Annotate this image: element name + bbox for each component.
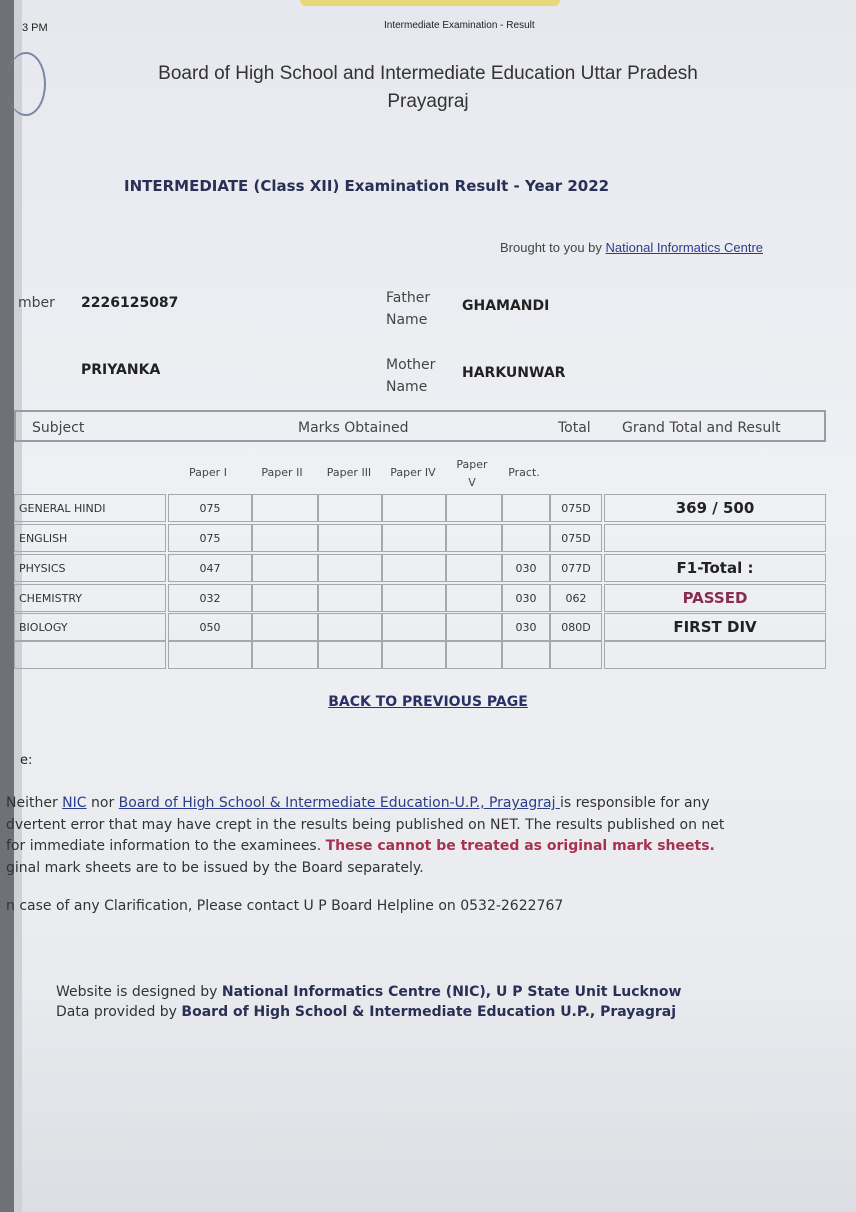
mother-label-1: Mother	[386, 357, 436, 373]
subheader-paper-3: Paper III	[326, 466, 372, 479]
cell-subject	[14, 641, 166, 669]
father-name-value: GHAMANDI	[462, 298, 550, 314]
cell-subject: ENGLISH	[14, 524, 166, 552]
cell-pract: 030	[502, 554, 550, 582]
table-row	[14, 494, 826, 522]
cell-total: 062	[550, 584, 602, 612]
marks-table-subheader	[0, 456, 856, 492]
disclaimer	[6, 793, 856, 879]
father-label-2: Name	[386, 312, 428, 328]
table-row	[14, 524, 826, 552]
note-label: e:	[20, 753, 33, 768]
cell-total	[550, 641, 602, 669]
cell-pract	[502, 524, 550, 552]
cell-pract: 030	[502, 613, 550, 641]
disc-text: is responsible for any	[559, 795, 710, 811]
print-page-title: Intermediate Examination - Result	[384, 20, 535, 31]
cell-p2	[252, 613, 318, 641]
cell-pract	[502, 641, 550, 669]
cell-subject: BIOLOGY	[14, 613, 166, 641]
table-row	[14, 584, 826, 612]
subheader-paper-1: Paper I	[189, 466, 227, 479]
cell-p4	[382, 494, 446, 522]
cell-result: F1-Total :	[604, 554, 826, 582]
disclaimer-line-2: dvertent error that may have crept in the results being published on NET. The results published on net	[6, 816, 725, 833]
disc-text: nor	[86, 795, 119, 811]
cell-p5	[446, 584, 502, 612]
cell-p2	[252, 641, 318, 669]
footer-line-2	[56, 1002, 681, 1022]
back-link-container	[0, 691, 856, 710]
disclaimer-line-3	[6, 836, 856, 858]
disc-text: for immediate information to the examinees.	[6, 838, 326, 854]
header-subject: Subject	[32, 420, 85, 436]
cell-p4	[382, 641, 446, 669]
cell-p4	[382, 554, 446, 582]
cell-p1	[168, 641, 252, 669]
footer-provider: Board of High School & Intermediate Education U.P., Prayagraj	[181, 1004, 677, 1020]
cell-subject: PHYSICS	[14, 554, 166, 582]
cell-p5	[446, 613, 502, 641]
header-marks-obtained: Marks Obtained	[298, 420, 409, 436]
subheader-paper-4: Paper IV	[390, 466, 436, 479]
cell-total: 075D	[550, 494, 602, 522]
cell-p1: 050	[168, 613, 252, 641]
cell-subject: GENERAL HINDI	[14, 494, 166, 522]
student-name-value: PRIYANKA	[81, 362, 161, 378]
print-time: 3 PM	[22, 22, 48, 34]
cell-p4	[382, 584, 446, 612]
back-to-previous-page-link[interactable]: BACK TO PREVIOUS PAGE	[328, 694, 528, 710]
nic-link[interactable]: National Informatics Centre	[605, 240, 764, 255]
roll-number-label: mber	[18, 295, 55, 311]
marks-table-header	[14, 410, 826, 442]
header-total: Total	[558, 420, 591, 436]
footer-text: Data provided by	[56, 1004, 182, 1020]
footer-line-1	[56, 982, 681, 1002]
mother-name-value: HARKUNWAR	[462, 365, 566, 381]
father-label-1: Father	[386, 290, 431, 306]
cell-p5	[446, 494, 502, 522]
disclaimer-line-1	[6, 793, 856, 815]
footer-designer: National Informatics Centre (NIC), U P State Unit Lucknow	[221, 984, 682, 1000]
cell-p1: 047	[168, 554, 252, 582]
cell-p3	[318, 641, 382, 669]
board-name-line1: Board of High School and Intermediate Education Uttar Pradesh	[158, 63, 698, 84]
board-name-line2: Prayagraj	[387, 91, 469, 112]
board-name	[0, 60, 856, 116]
board-disclaimer-link[interactable]: Board of High School & Intermediate Education-U.P., Prayagraj	[118, 795, 560, 811]
subheader-pract: Pract.	[508, 466, 540, 479]
cell-total: 080D	[550, 613, 602, 641]
cell-result: PASSED	[604, 584, 826, 612]
header-grand-total: Grand Total and Result	[622, 420, 781, 436]
helpline-text: n case of any Clarification, Please contact U P Board Helpline on 0532-2622767	[6, 898, 564, 914]
cell-p3	[318, 524, 382, 552]
mother-label-2: Name	[386, 379, 428, 395]
cell-p3	[318, 494, 382, 522]
cell-p1: 075	[168, 494, 252, 522]
cell-p5	[446, 554, 502, 582]
disclaimer-line-4: ginal mark sheets are to be issued by the Board separately.	[6, 859, 424, 876]
cell-p4	[382, 613, 446, 641]
father-name-label	[386, 287, 430, 331]
cell-p1: 032	[168, 584, 252, 612]
disc-text: Neither	[6, 795, 63, 811]
cell-p3	[318, 554, 382, 582]
brought-by	[500, 240, 763, 255]
brought-prefix: Brought to you by	[500, 240, 606, 255]
footer-text: Website is designed by	[56, 984, 222, 1000]
cell-p5	[446, 524, 502, 552]
footer	[56, 982, 681, 1022]
cell-total: 075D	[550, 524, 602, 552]
cell-p5	[446, 641, 502, 669]
roll-number-value: 2226125087	[81, 295, 179, 311]
subheader-paper-2: Paper II	[261, 466, 303, 479]
subheader-paper-5: Paper V	[456, 458, 488, 489]
cell-subject: CHEMISTRY	[14, 584, 166, 612]
cell-p2	[252, 584, 318, 612]
table-row	[14, 641, 826, 669]
exam-title: INTERMEDIATE (Class XII) Examination Result - Year 2022	[124, 177, 610, 195]
cell-p1: 075	[168, 524, 252, 552]
cell-result: 369 / 500	[604, 494, 826, 522]
cell-result: FIRST DIV	[604, 613, 826, 641]
cell-p2	[252, 494, 318, 522]
cell-total: 077D	[550, 554, 602, 582]
nic-disclaimer-link[interactable]: NIC	[62, 795, 87, 811]
cell-p3	[318, 613, 382, 641]
page-edge	[0, 0, 14, 1212]
table-row	[14, 554, 826, 582]
mother-name-label	[386, 354, 435, 398]
original-marksheet-warning: These cannot be treated as original mark sheets.	[325, 838, 715, 854]
cell-p2	[252, 554, 318, 582]
cell-pract	[502, 494, 550, 522]
cell-pract: 030	[502, 584, 550, 612]
table-row	[14, 613, 826, 641]
cell-p3	[318, 584, 382, 612]
cell-p2	[252, 524, 318, 552]
cell-p4	[382, 524, 446, 552]
top-edge	[300, 0, 560, 6]
cell-result	[604, 641, 826, 669]
cell-result	[604, 524, 826, 552]
